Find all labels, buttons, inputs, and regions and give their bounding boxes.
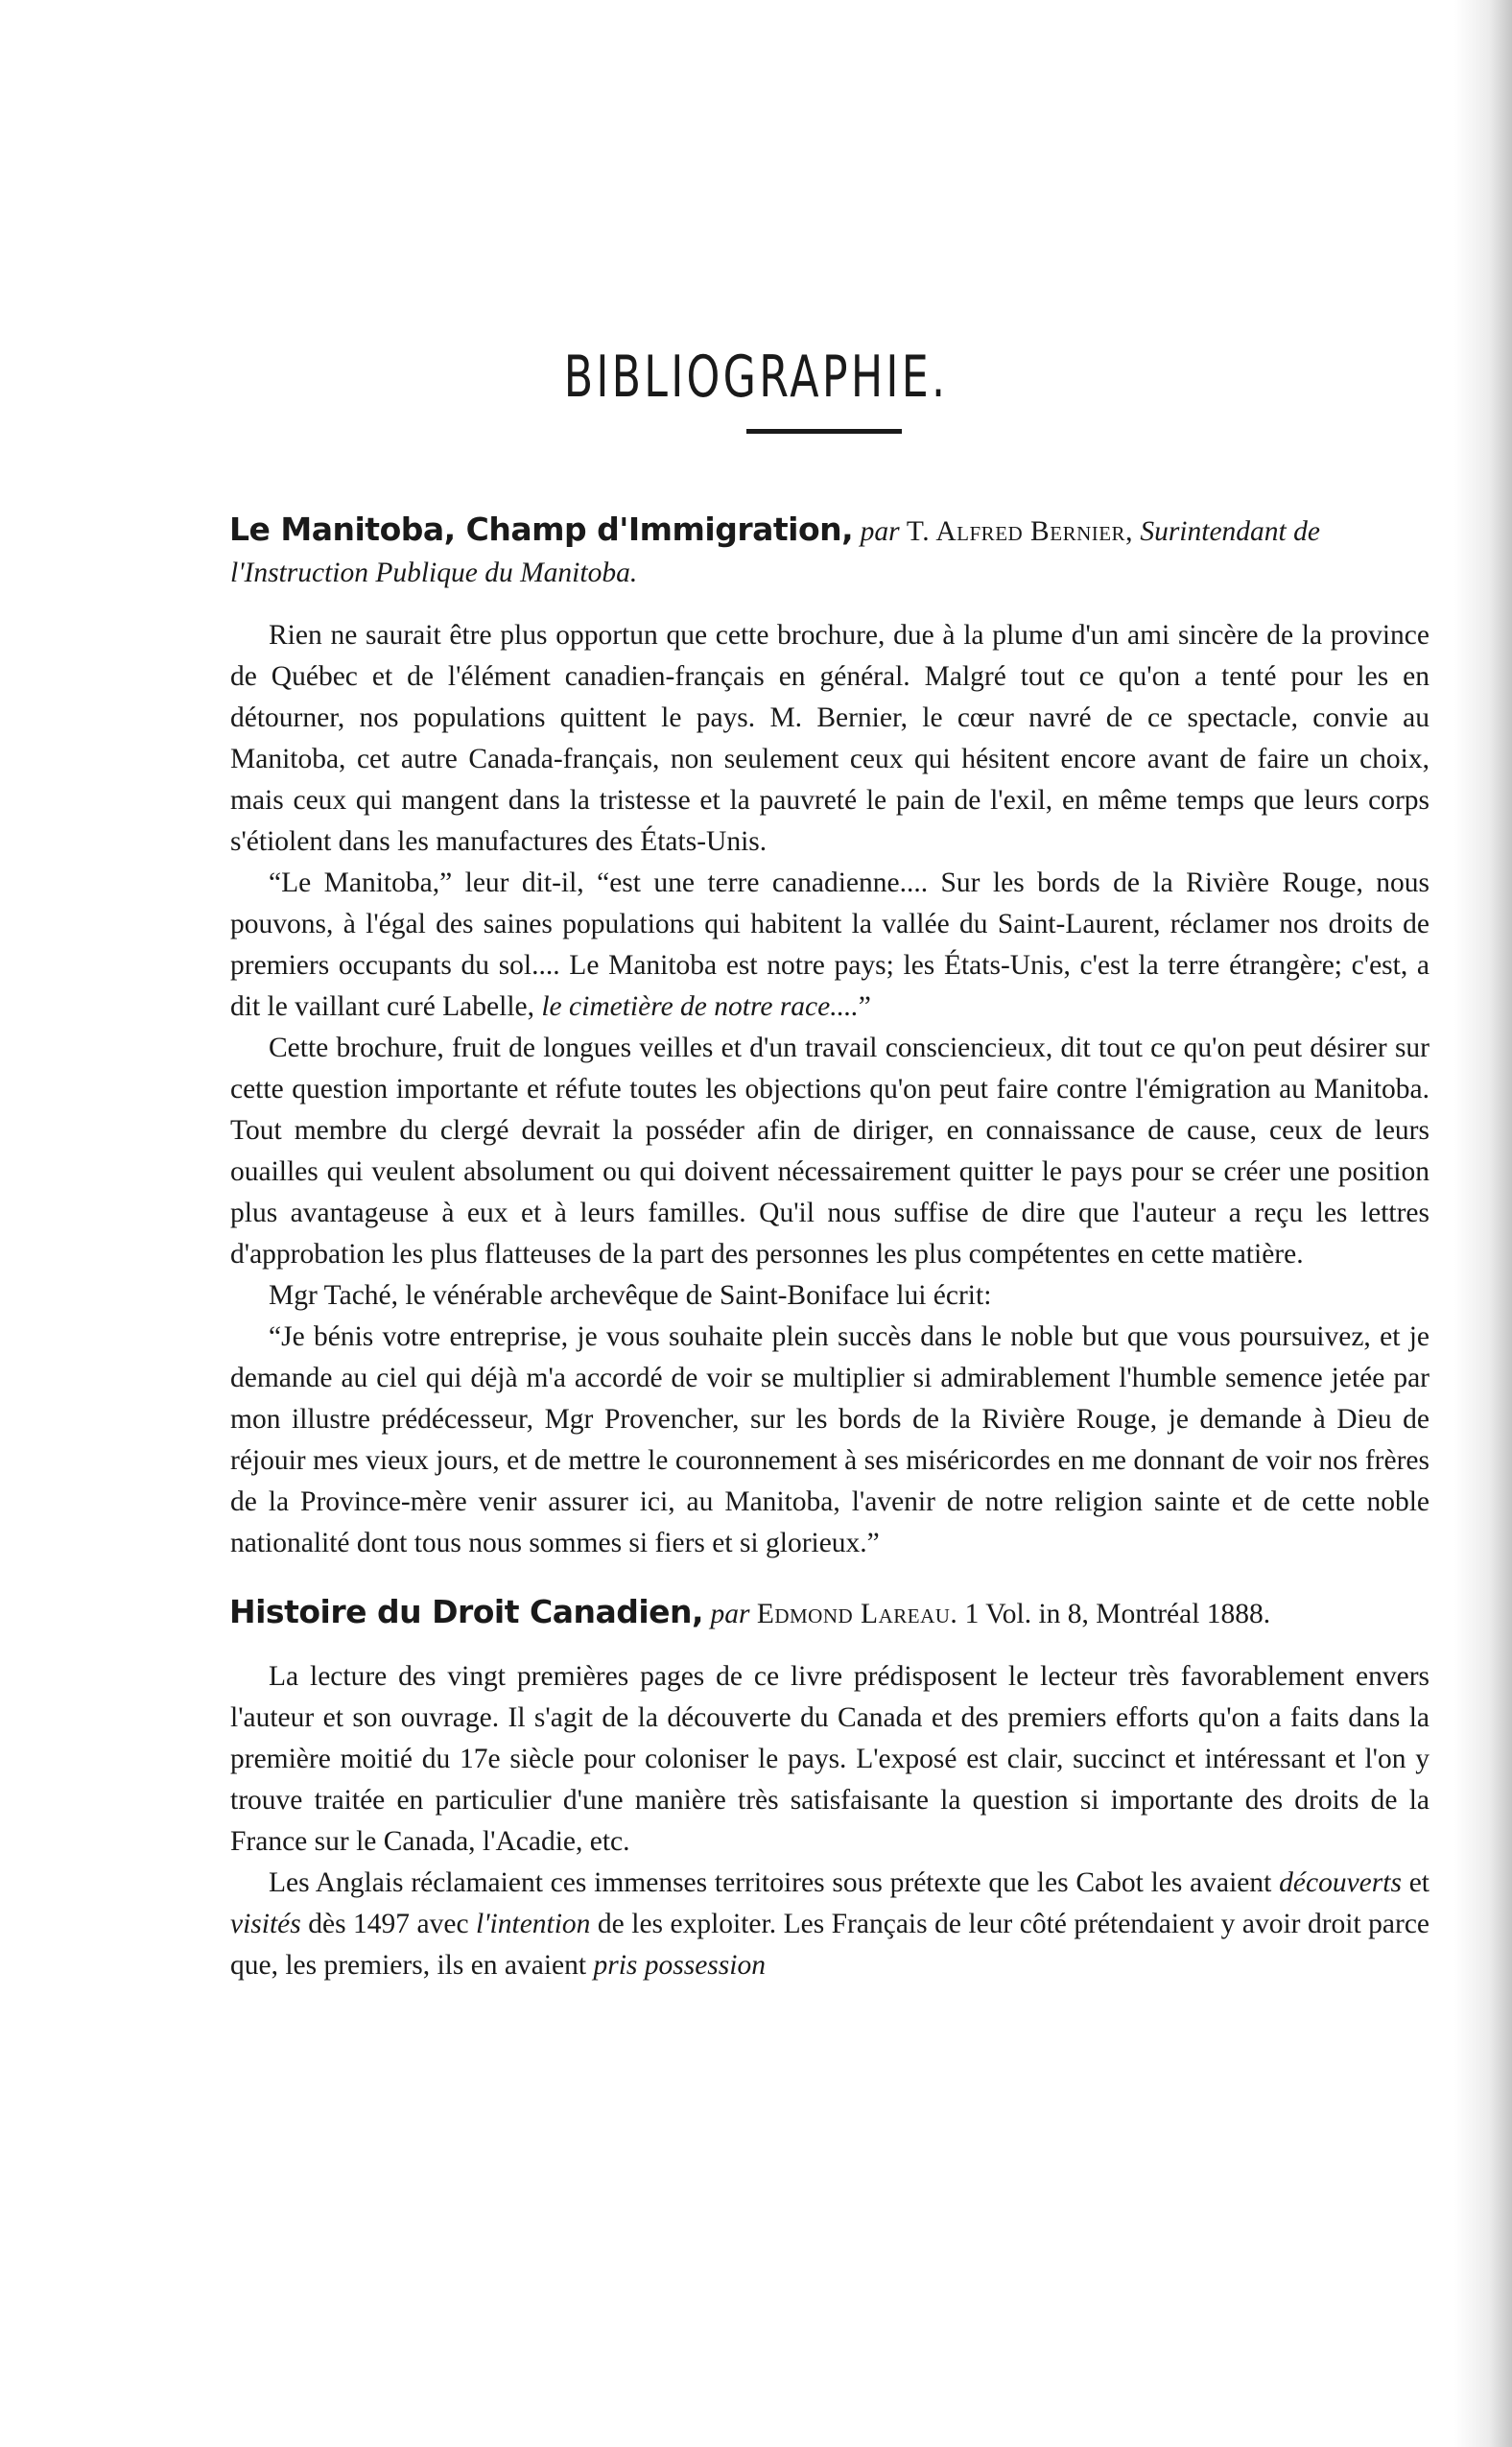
italic-run: le cimetière de notre race.... bbox=[541, 991, 859, 1022]
italic-run: l'intention bbox=[476, 1909, 591, 1939]
paragraph: Mgr Taché, le vénérable archevêque de Saint-Boniface lui écrit: bbox=[269, 1280, 992, 1311]
entry-manitoba bbox=[230, 509, 1429, 1564]
page-title: BIBLIOGRAPHIE. bbox=[563, 344, 949, 412]
italic-run: découverts bbox=[1279, 1867, 1402, 1898]
main-content bbox=[230, 509, 1429, 2013]
paragraph-mixed bbox=[230, 1863, 1429, 1986]
text-run: et bbox=[1408, 1867, 1430, 1898]
entry-histoire bbox=[230, 1591, 1429, 1986]
italic-run: pris possession bbox=[593, 1950, 766, 1981]
entry-author: Edmond Lareau. bbox=[756, 1599, 958, 1629]
scan-edge-shadow bbox=[1454, 0, 1512, 2447]
italic-run: visités bbox=[230, 1909, 301, 1939]
text-run: ” bbox=[858, 991, 871, 1022]
title-rule bbox=[746, 429, 902, 434]
entry-title: Histoire du Droit Canadien, bbox=[229, 1593, 704, 1630]
entry-subtitle: Surintendant de l'Instruction Publique du Manitoba. bbox=[230, 516, 1320, 588]
paragraph: Cette brochure, fruit de longues veilles et d'un travail consciencieux, dit tout ce qu'on peut désirer sur cette question importante et réfute toutes les objections qu'on peut faire contre l'émigration au Manitoba. Tout membre du clergé devrait la posséder afin de diriger, en connaissance de cause, ceux de leurs ouailles qui veulent absolument ou qui doivent nécessairement quitter le pays pour se créer une position plus avantageuse à eux et à leurs familles. Qu'il nous suffise de dire que l'auteur a reçu les lettres d'approbation les plus flatteuses de la part des personnes les plus compétentes en cette matière. bbox=[230, 1033, 1429, 1270]
text-run: de les exploiter. Les Français de leur côté prétendaient y avoir droit parce que, les premiers, ils en avaient bbox=[230, 1909, 1430, 1981]
paragraph-quote bbox=[230, 863, 1429, 1028]
entry-heading bbox=[230, 1591, 1429, 1635]
paragraph: Rien ne saurait être plus opportun que cette brochure, due à la plume d'un ami sincère de la province de Québec et de l'élément canadien-français en général. Malgré tout ce qu'on a tenté pour les en détourner, nos populations quittent le pays. M. Bernier, le cœur navré de ce spectacle, convie au Manitoba, cet autre Canada-français, non seulement ceux qui hésitent encore avant de faire un choix, mais ceux qui mangent dans la tristesse et la pauvreté le pain de l'exil, en même temps que leurs corps s'étiolent dans les manufactures des États-Unis. bbox=[230, 620, 1429, 857]
entry-par: par bbox=[710, 1599, 750, 1629]
text-run: Les Anglais réclamaient ces immenses territoires sous prétexte que les Cabot les avaient bbox=[269, 1867, 1272, 1898]
text-run: dès 1497 avec bbox=[308, 1909, 469, 1939]
paragraph: La lecture des vingt premières pages de ce livre prédisposent le lecteur très favorablement envers l'auteur et son ouvrage. Il s'agit de la découverte du Canada et des premiers efforts qu'on a faits dans la première moitié du 17e siècle pour coloniser le pays. L'exposé est clair, succinct et intéressant et l'on y trouve traitée en particulier d'une manière très satisfaisante la question si importante des droits de la France sur le Canada, l'Acadie, etc. bbox=[230, 1661, 1429, 1857]
entry-author: T. Alfred Bernier, bbox=[906, 516, 1133, 547]
entry-par: par bbox=[860, 516, 900, 547]
entry-title: Le Manitoba, Champ d'Immigration, bbox=[229, 511, 854, 548]
text-run: “Le Manitoba,” leur dit-il, “est une terre canadienne.... Sur les bords de la Rivière Rouge, nous pouvons, à l'égal des saines populations qui habitent la vallée du Saint-Laurent, réclamer nos droits de premiers occupants du sol.... Le Manitoba est notre pays; les États-Unis, c'est la terre étrangère; c'est, a dit le vaillant curé Labelle, bbox=[230, 867, 1429, 1022]
entry-heading bbox=[230, 509, 1429, 594]
paragraph-letter: “Je bénis votre entreprise, je vous souhaite plein succès dans le noble but que vous poursuivez, et je demande au ciel qui déjà m'a accordé de voir se multiplier si admirablement l'humble semence jetée par mon illustre prédécesseur, Mgr Provencher, sur les bords de la Rivière Rouge, je demande à Dieu de réjouir mes vieux jours, et de mettre le couronnement à ses miséricordes en me donnant de voir nos frères de la Province-mère venir assurer ici, au Manitoba, l'avenir de notre religion sainte et de cette noble nationalité dont tous nous sommes si fiers et si glorieux.” bbox=[230, 1321, 1429, 1558]
entry-details: 1 Vol. in 8, Montréal 1888. bbox=[964, 1599, 1271, 1629]
